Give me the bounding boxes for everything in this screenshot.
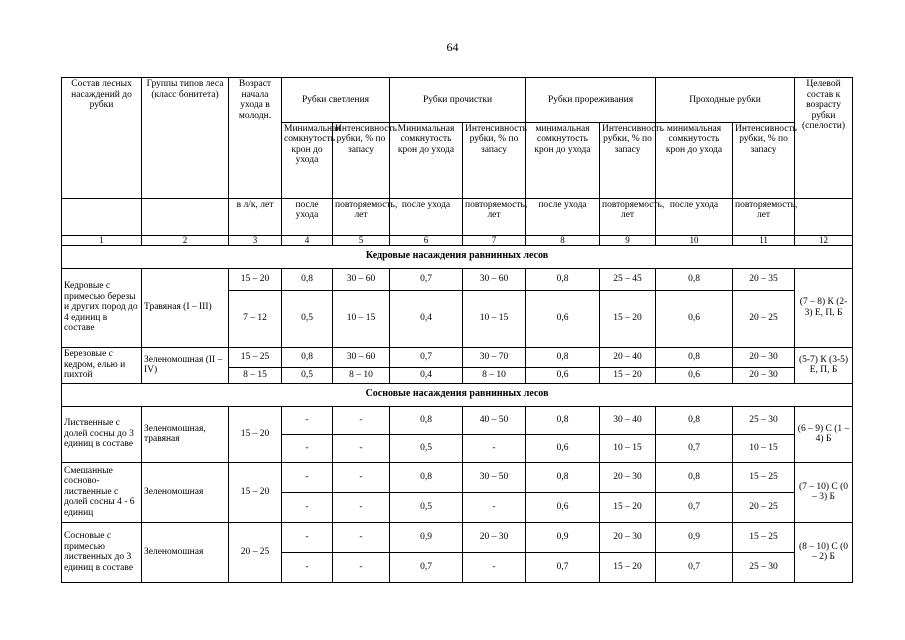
data-cell: 15 – 20 xyxy=(600,367,656,383)
data-cell: 40 – 50 xyxy=(463,406,526,434)
start-age: 20 – 25 xyxy=(229,522,282,582)
col-number: 10 xyxy=(656,235,733,245)
data-cell: 10 – 15 xyxy=(733,434,795,462)
species-composition: Березовые с кедром, елью и пихтой xyxy=(62,347,142,383)
forest-type: Зеленомошная xyxy=(142,522,229,582)
data-cell: 0,4 xyxy=(390,367,463,383)
data-cell: 15 – 25 xyxy=(229,347,282,367)
data-cell: 0,9 xyxy=(656,522,733,552)
data-cell: 15 – 20 xyxy=(600,492,656,522)
data-cell: 20 – 40 xyxy=(600,347,656,367)
data-cell: 20 – 30 xyxy=(733,367,795,383)
target-composition: (7 – 8) К (2-3) Е, П, Б xyxy=(795,268,853,347)
data-cell: 30 – 70 xyxy=(463,347,526,367)
header-composition: Состав лесных насаждений до рубки xyxy=(62,78,142,199)
forest-thinning-table xyxy=(61,77,853,583)
header-row-units xyxy=(62,198,853,235)
col-number: 5 xyxy=(333,235,390,245)
table-row xyxy=(62,522,853,552)
forest-type: Зеленомошная (II – IV) xyxy=(142,347,229,383)
data-cell: 15 – 25 xyxy=(733,522,795,552)
unit-after-1: после ухода xyxy=(282,198,333,235)
data-cell: - xyxy=(282,552,333,582)
data-cell: 0,8 xyxy=(656,406,733,434)
forest-type: Зеленомошная xyxy=(142,462,229,522)
data-cell: - xyxy=(463,492,526,522)
data-cell: 8 – 10 xyxy=(333,367,390,383)
target-composition: (5-7) К (3-5) Е, П, Б xyxy=(795,347,853,383)
data-cell: 0,8 xyxy=(526,347,600,367)
data-cell: 25 – 30 xyxy=(733,552,795,582)
column-number-row xyxy=(62,235,853,245)
data-cell: 0,7 xyxy=(656,552,733,582)
data-cell: 0,8 xyxy=(282,347,333,367)
col-number: 9 xyxy=(600,235,656,245)
col-number: 2 xyxy=(142,235,229,245)
data-cell: 0,6 xyxy=(656,367,733,383)
data-cell: 0,8 xyxy=(526,462,600,492)
col-number: 8 xyxy=(526,235,600,245)
target-composition: (7 – 10) С (0 – 3) Б xyxy=(795,462,853,522)
start-age: 15 – 20 xyxy=(229,406,282,462)
data-cell: 30 – 50 xyxy=(463,462,526,492)
col-number: 6 xyxy=(390,235,463,245)
data-cell: 0,5 xyxy=(390,492,463,522)
unit-after-2: после ухода xyxy=(390,198,463,235)
data-cell: 15 – 20 xyxy=(229,268,282,290)
unit-repeat-1: повторяемость, лет xyxy=(333,198,390,235)
data-cell: 20 – 35 xyxy=(733,268,795,290)
data-cell: 0,5 xyxy=(390,434,463,462)
data-cell: 10 – 15 xyxy=(600,434,656,462)
data-cell: 20 – 30 xyxy=(733,347,795,367)
data-cell: 20 – 30 xyxy=(463,522,526,552)
header-group-cleaning: Рубки прочистки xyxy=(390,78,526,123)
data-cell: 8 – 15 xyxy=(229,367,282,383)
col-number: 1 xyxy=(62,235,142,245)
unit-after-4: после ухода xyxy=(656,198,733,235)
data-cell: - xyxy=(333,492,390,522)
data-cell: 20 – 25 xyxy=(733,290,795,347)
unit-after-3: после ухода xyxy=(526,198,600,235)
data-cell: - xyxy=(282,406,333,434)
col-number: 4 xyxy=(282,235,333,245)
section-title-cedar: Кедровые насаждения равнинных лесов xyxy=(62,245,853,268)
data-cell: - xyxy=(333,462,390,492)
col-number: 3 xyxy=(229,235,282,245)
section-row xyxy=(62,245,853,268)
unit-repeat-4: повторяемость, лет xyxy=(733,198,795,235)
data-cell: 0,7 xyxy=(390,268,463,290)
data-cell: 25 – 30 xyxy=(733,406,795,434)
data-cell: 15 – 20 xyxy=(600,290,656,347)
data-cell: 0,6 xyxy=(656,290,733,347)
data-cell: - xyxy=(333,552,390,582)
header-start-age: Возраст начала ухода в молодн. xyxy=(229,78,282,123)
species-composition: Кедровые с примесью березы и других пород до 4 единиц в составе xyxy=(62,268,142,347)
data-cell: 30 – 60 xyxy=(333,268,390,290)
data-cell: 10 – 15 xyxy=(463,290,526,347)
data-cell: 0,6 xyxy=(526,367,600,383)
data-cell: - xyxy=(463,434,526,462)
header-min-density-4: минимальная сомкнутость крон до ухода xyxy=(656,122,733,198)
data-cell: - xyxy=(282,462,333,492)
unit-repeat-3: повторяемость, лет xyxy=(600,198,656,235)
data-cell: 15 – 25 xyxy=(733,462,795,492)
table-row xyxy=(62,406,853,434)
header-intensity-1: Интенсивность рубки, % по запасу xyxy=(333,122,390,198)
data-cell: 0,7 xyxy=(656,434,733,462)
data-cell: 30 – 60 xyxy=(463,268,526,290)
unit-age: в л/к, лет xyxy=(229,198,282,235)
data-cell: 0,8 xyxy=(390,406,463,434)
data-cell: 0,7 xyxy=(656,492,733,522)
forest-type: Травяная (I – III) xyxy=(142,268,229,347)
data-cell: 0,9 xyxy=(390,522,463,552)
data-cell: - xyxy=(463,552,526,582)
header-group-passage: Проходные рубки xyxy=(656,78,795,123)
page-number: 64 xyxy=(446,40,459,54)
header-group-lightening: Рубки светления xyxy=(282,78,390,123)
data-cell: 0,6 xyxy=(526,492,600,522)
data-cell: 0,8 xyxy=(390,462,463,492)
col-number: 11 xyxy=(733,235,795,245)
header-min-density-3: минимальная сомкнутость крон до ухода xyxy=(526,122,600,198)
section-title-pine: Сосновые насаждения равнинных лесов xyxy=(62,383,853,406)
data-cell: 20 – 30 xyxy=(600,522,656,552)
data-cell: 0,8 xyxy=(656,347,733,367)
data-cell: 7 – 12 xyxy=(229,290,282,347)
col-number: 7 xyxy=(463,235,526,245)
data-cell: - xyxy=(282,434,333,462)
data-cell: 0,8 xyxy=(656,268,733,290)
data-cell: - xyxy=(333,522,390,552)
data-cell: 0,4 xyxy=(390,290,463,347)
start-age: 15 – 20 xyxy=(229,462,282,522)
data-cell: 0,8 xyxy=(282,268,333,290)
header-group-thinning: Рубки прореживания xyxy=(526,78,656,123)
data-cell: 0,5 xyxy=(282,367,333,383)
data-cell: 20 – 30 xyxy=(600,462,656,492)
data-cell: 0,8 xyxy=(526,268,600,290)
forest-type: Зеленомошная, травяная xyxy=(142,406,229,462)
target-composition: (6 – 9) С (1 – 4) Б xyxy=(795,406,853,462)
species-composition: Сосновые с примесью лиственных до 3 единиц в составе xyxy=(62,522,142,582)
data-cell: - xyxy=(282,492,333,522)
data-cell: 30 – 60 xyxy=(333,347,390,367)
data-cell: - xyxy=(333,406,390,434)
species-composition: Лиственные с долей сосны до 3 единиц в составе xyxy=(62,406,142,462)
header-forest-type: Группы типов леса (класс бонитета) xyxy=(142,78,229,199)
data-cell: 10 – 15 xyxy=(333,290,390,347)
data-cell: - xyxy=(282,522,333,552)
data-cell: 25 – 45 xyxy=(600,268,656,290)
section-row xyxy=(62,383,853,406)
header-intensity-3: Интенсивность рубки, % по запасу xyxy=(600,122,656,198)
data-cell: 15 – 20 xyxy=(600,552,656,582)
data-cell: 0,7 xyxy=(526,552,600,582)
species-composition: Смешанные сосново-лиственные с долей сосны 4 - 6 единиц xyxy=(62,462,142,522)
data-cell: 0,7 xyxy=(390,552,463,582)
data-cell: 0,8 xyxy=(656,462,733,492)
table-row xyxy=(62,268,853,290)
data-cell: 0,5 xyxy=(282,290,333,347)
header-target-composition: Целевой состав к возрасту рубки (спелости) xyxy=(795,78,853,199)
target-composition: (8 – 10) С (0 – 2) Б xyxy=(795,522,853,582)
header-min-density-2: Минимальная сомкнутость крон до ухода xyxy=(390,122,463,198)
data-cell: 20 – 25 xyxy=(733,492,795,522)
table-row xyxy=(62,462,853,492)
col-number: 12 xyxy=(795,235,853,245)
data-cell: 0,6 xyxy=(526,434,600,462)
table-row xyxy=(62,347,853,367)
data-cell: 8 – 10 xyxy=(463,367,526,383)
data-cell: 0,7 xyxy=(390,347,463,367)
data-cell: - xyxy=(333,434,390,462)
header-min-density-1: Минимальная сомкнутость крон до ухода xyxy=(282,122,333,198)
unit-repeat-2: повторяемость, лет xyxy=(463,198,526,235)
data-cell: 0,6 xyxy=(526,290,600,347)
data-cell: 0,8 xyxy=(526,406,600,434)
header-row-groups xyxy=(62,78,853,123)
header-intensity-2: Интенсивность рубки, % по запасу xyxy=(463,122,526,198)
data-cell: 30 – 40 xyxy=(600,406,656,434)
data-cell: 0,9 xyxy=(526,522,600,552)
header-intensity-4: Интенсивность рубки, % по запасу xyxy=(733,122,795,198)
